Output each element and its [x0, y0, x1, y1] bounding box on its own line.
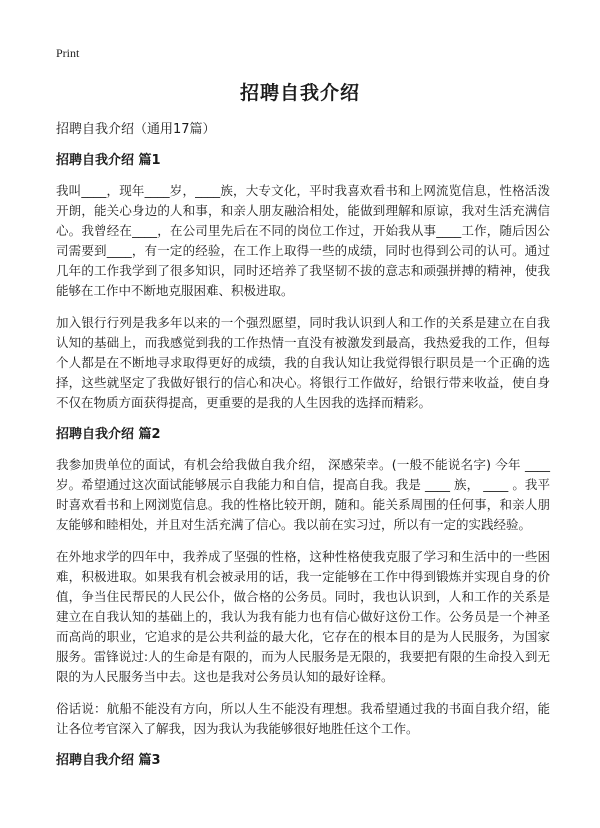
paragraph: 俗话说：航船不能没有方向，所以人生不能没有理想。我希望通过我的书面自我介绍，能让各位考官深入了解我，因为我认为我能够很好地胜任这个工作。	[56, 701, 550, 736]
paragraph: 在外地求学的四年中，我养成了坚强的性格，这种性格使我克服了学习和生活中的一些困难，积极进取。如果我有机会被录用的话，我一定能够在工作中得到锻炼并实现自身的价值，争当住民帮民的人民公仆，做合格的公务员。同时，我也认识到，人和工作的关系是建立在自我认知的基础上的，我认为我有能力也有信心做好这份工作。公务员是一个神圣而高尚的职业，它追求的是公共利益的最大化，它存在的根本目的是为人民服务，为国家服务。雷锋说过:人的生命是有限的，而为人民服务是无限的，我要把有限的生命投入到无限的为人民服务当中去。这也是我对公务员认知的最好诠释。	[56, 549, 550, 684]
paragraph: 我参加贵单位的面试，有机会给我做自我介绍， 深感荣幸。(一般不能说名字) 今年 ____ 岁。希望通过这次面试能够展示自我能力和自信，提高自我。我是 ____ 族， ____ 。我平时喜欢看书和上网浏览信息。我的性格比较开朗，随和。能关系周围的任何事，和亲人朋友能够和睦相处，并且对生活充满了信心。我以前在实习过，所以有一定的实践经验。	[56, 457, 550, 532]
document-subtitle: 招聘自我介绍（通用17篇）	[56, 122, 216, 137]
section-heading-2: 招聘自我介绍 篇2	[56, 427, 161, 442]
paragraph: 我叫____，现年____岁，____族，大专文化，平时我喜欢看书和上网流览信息，性格活泼开朗，能关心身边的人和事，和亲人朋友融洽相处，能做到理解和原谅，我对生活充满信心。我曾经在____，在公司里先后在不同的岗位工作过，开始我从事____工作，随后因公司需要到____，有一定的经验，在工作上取得一些的成绩，同时也得到公司的认可。通过几年的工作我学到了很多知识，同时还培养了我坚韧不拔的意志和顽强拼搏的精神，使我能够在工作中不断地克服困难、积极进取。	[56, 183, 550, 298]
paragraph: 加入银行行列是我多年以来的一个强烈愿望，同时我认识到人和工作的关系是建立在自我认知的基础上，而我感觉到我的工作热情一直没有被激发到最高，我热爱我的工作，但每个人都是在不断地寻求取得更好的成绩，我的自我认知让我觉得银行职员是一个正确的选择，这些就坚定了我做好银行的信心和决心。将银行工作做好，给银行带来收益，使自身不仅在物质方面获得提高，更重要的是我的人生因我的选择而精彩。	[56, 315, 550, 410]
document-body	[56, 120, 550, 781]
document-title: 招聘自我介绍	[239, 82, 360, 104]
section-heading-3: 招聘自我介绍 篇3	[56, 753, 161, 768]
section-heading-1: 招聘自我介绍 篇1	[56, 153, 161, 168]
print-label: Print	[56, 46, 80, 60]
